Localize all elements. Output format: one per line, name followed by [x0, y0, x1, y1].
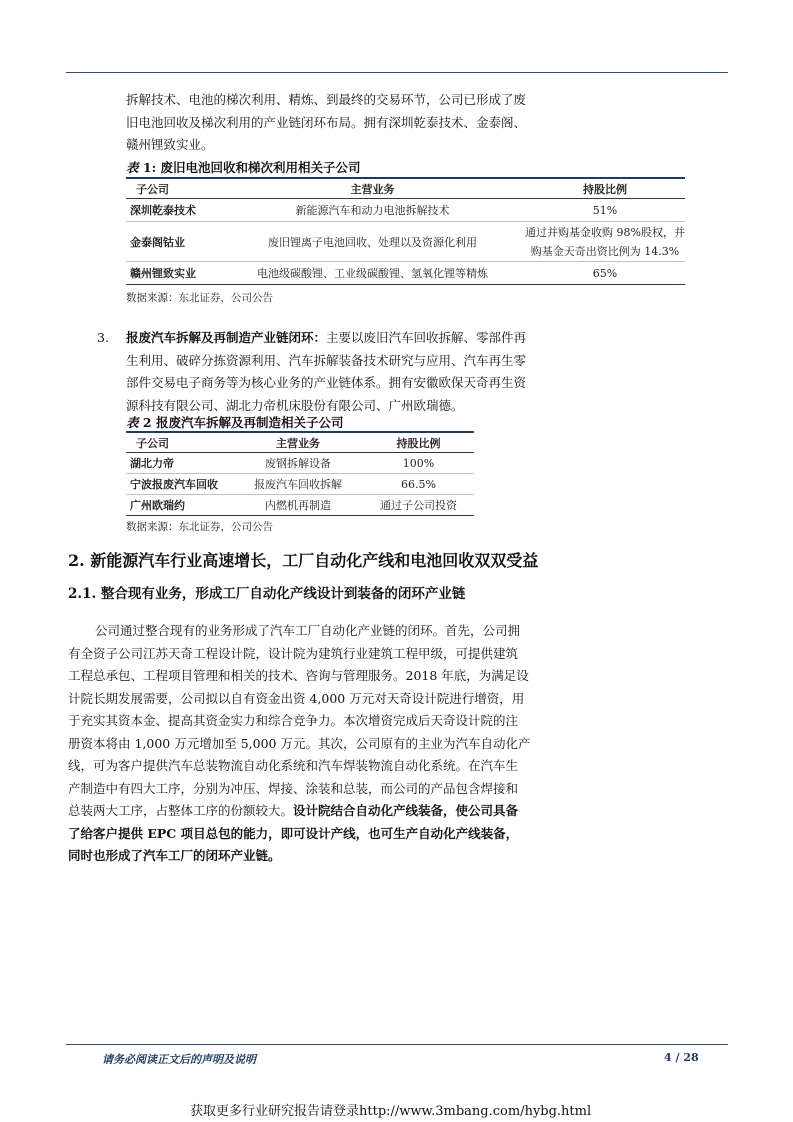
text-line: 部件交易电子商务等为核心业务的产业链体系。拥有安徽欧保天奇再生资: [126, 375, 527, 390]
col-header-company: 子公司: [126, 432, 233, 453]
section-heading-2-1: 2.1. 整合现有业务，形成工厂自动化产线设计到装备的闭环产业链: [68, 586, 466, 602]
share-line: 购基金天奇出资比例为 14.3%: [530, 244, 680, 258]
text-line: 赣州锂致实业。: [126, 137, 214, 152]
share-cell: 66.5%: [363, 474, 474, 495]
table2: [126, 431, 474, 516]
table-row: [126, 495, 474, 516]
table-row: [126, 453, 474, 474]
header-rule: [66, 72, 728, 73]
text-line: 同时也形成了汽车工厂的闭环产业链。: [68, 848, 281, 863]
col-header-share: 持股比例: [363, 432, 474, 453]
intro-paragraph: [126, 89, 526, 157]
text-line: 册资本将由 1,000 万元增加至 5,000 万元。其次，公司原有的主业为汽车自动化产: [68, 735, 531, 751]
table2-source: 数据来源：东北证券，公司公告: [126, 521, 273, 533]
section-heading-2: 2. 新能源汽车行业高速增长，工厂自动化产线和电池回收双双受益: [68, 551, 539, 570]
table1: [126, 177, 685, 285]
text-line: 有全资子公司江苏天奇工程设计院，设计院为建筑行业建筑工程甲级，可提供建筑: [68, 645, 519, 661]
text-line: [126, 327, 526, 350]
text-line: 生利用、破碎分拣资源利用、汽车拆解装备技术研究与应用、汽车再生零: [126, 352, 527, 368]
text-line: 了给客户提供 EPC 项目总包的能力，即可设计产线，也可生产自动化产线装备，: [68, 825, 519, 841]
table-number: 1:: [142, 160, 157, 175]
body-bold-start: 设计院结合自动化产线装备，使公司具备: [293, 803, 519, 818]
company-cell: 湖北力帝: [126, 453, 233, 474]
col-header-business: 主营业务: [233, 432, 363, 453]
item3-paragraph: [126, 327, 526, 417]
text-line: 源科技有限公司、湖北力帝机床股份有限公司、广州欧瑞德。: [126, 397, 464, 413]
company-cell: 深圳乾泰技术: [126, 199, 220, 222]
table-row: [126, 474, 474, 495]
share-cell: 通过子公司投资: [363, 495, 474, 516]
text-line: 公司通过整合现有的业务形成了汽车工厂自动化产业链的闭环。首先，公司拥: [95, 623, 521, 638]
table-row: [126, 222, 685, 262]
share-cell: 65%: [525, 262, 685, 285]
table-header-row: [126, 178, 685, 199]
share-line: 通过并购基金收购 98%股权，并: [525, 225, 685, 239]
company-cell: 宁波报废汽车回收: [126, 474, 233, 495]
col-header-share: 持股比例: [525, 178, 685, 199]
item3-lead: 报废汽车拆解及再制造产业链闭环：: [126, 330, 327, 345]
table-caption: 报废汽车拆解及再制造相关子公司: [155, 415, 344, 430]
text-line: 计院长期发展需要，公司拟以自有资金出资 4,000 万元对天奇设计院进行增资，用: [68, 690, 525, 706]
table2-title: [126, 413, 343, 431]
item3-lead-rest: 主要以废旧汽车回收拆解、零部件再: [326, 330, 527, 345]
table-label: 表: [126, 160, 139, 175]
table1-title: [126, 158, 361, 176]
table-row: [126, 199, 685, 222]
text-line: 拆解技术、电池的梯次利用、精炼、到最终的交易环节，公司已形成了废: [126, 92, 527, 107]
col-header-business: 主营业务: [220, 178, 525, 199]
company-cell: 赣州锂致实业: [126, 262, 220, 285]
footer-rule: [66, 1044, 728, 1045]
share-cell: [525, 222, 685, 262]
business-cell: 新能源汽车和动力电池拆解技术: [220, 199, 525, 222]
table-row: [126, 262, 685, 285]
text-line: 旧电池回收及梯次利用的产业链闭环布局。拥有深圳乾泰技术、金泰阁、: [126, 114, 527, 130]
table-label: 表: [126, 415, 139, 430]
company-cell: 广州欧瑞约: [126, 495, 233, 516]
table-number: 2: [142, 415, 152, 430]
business-cell: 内燃机再制造: [233, 495, 363, 516]
text-line: 产制造中有四大工序，分别为冲压、焊接、涂装和总装，而公司的产品包含焊接和: [68, 780, 519, 796]
text-line: 于充实其资本金、提高其资金实力和综合竞争力。本次增资完成后天奇设计院的注: [68, 713, 519, 728]
business-cell: 报废汽车回收拆解: [233, 474, 363, 495]
col-header-company: 子公司: [126, 178, 220, 199]
share-cell: 51%: [525, 199, 685, 222]
business-cell: 废钢拆解设备: [233, 453, 363, 474]
text-line: 线，可为客户提供汽车总装物流自动化系统和汽车焊装物流自动化系统。在汽车生: [68, 758, 519, 773]
item3-number: 3.: [97, 330, 109, 345]
table-caption: 废旧电池回收和梯次利用相关子公司: [160, 160, 361, 175]
promo-link[interactable]: 获取更多行业研究报告请登录http://www.3mbang.com/hybg.html: [190, 1104, 592, 1119]
text-line: [68, 800, 530, 823]
page-number: 4 / 28: [664, 1051, 699, 1064]
footer-disclaimer: 请务必阅读正文后的声明及说明: [102, 1053, 256, 1066]
share-cell: 100%: [363, 453, 474, 474]
text-line: 工程总承包、工程项目管理和相关的技术、咨询与管理服务。2018 年底，为满足设: [68, 668, 529, 683]
table-header-row: [126, 432, 474, 453]
table1-source: 数据来源：东北证券，公司公告: [126, 292, 273, 304]
body-paragraph: [68, 620, 530, 868]
body-line-start: 总装两大工序，占整体工序的份额较大。: [68, 803, 294, 818]
business-cell: 废旧锂离子电池回收、处理以及资源化利用: [220, 222, 525, 262]
business-cell: 电池级碳酸锂、工业级碳酸锂、氢氧化锂等精炼: [220, 262, 525, 285]
company-cell: 金泰阁钴业: [126, 222, 220, 262]
